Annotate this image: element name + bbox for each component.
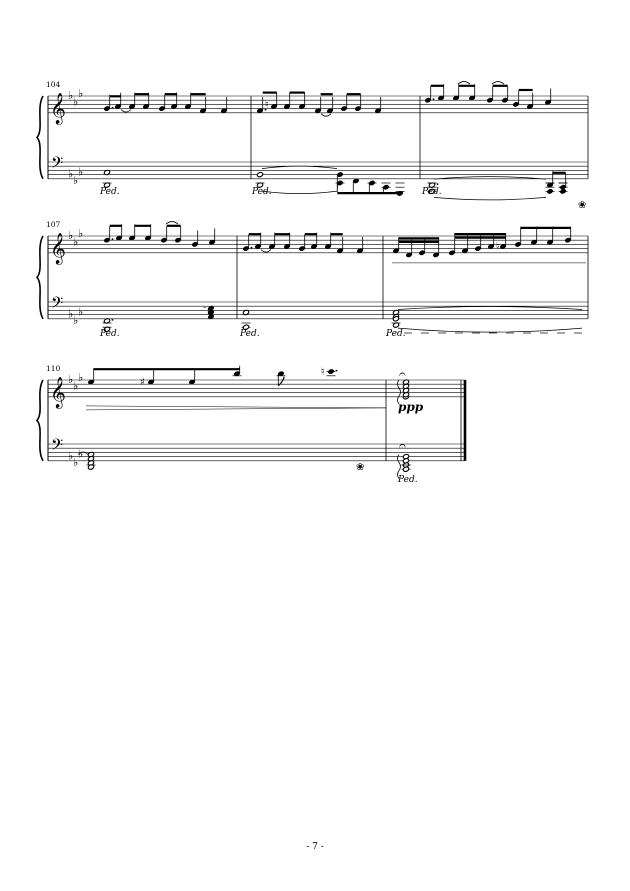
beam: [165, 93, 177, 95]
dot: [112, 319, 114, 321]
beam: [399, 237, 439, 239]
beam: [347, 93, 361, 95]
notehead: [328, 369, 335, 375]
fermata-icon: 𝄐: [399, 366, 406, 381]
flat-icon: ♭: [78, 165, 84, 179]
pedal-marking: Ped.: [100, 187, 120, 197]
dot: [112, 107, 114, 109]
bass-clef-icon: 𝄢: [51, 294, 64, 317]
slur: [398, 307, 582, 310]
tie: [321, 114, 331, 117]
flat-icon: ♭: [68, 89, 74, 102]
flat-icon: ♭: [68, 229, 74, 242]
dynamic-marking: ppp: [398, 399, 424, 414]
tie: [262, 191, 337, 194]
beam: [135, 93, 149, 95]
dot: [433, 98, 435, 100]
beam: [459, 85, 475, 87]
beam-secondary: [399, 241, 439, 243]
treble-clef-icon: 𝄞: [50, 232, 66, 264]
notehead: [257, 172, 264, 178]
flat-icon: ♭: [78, 447, 84, 461]
beam: [553, 172, 566, 174]
tie: [434, 197, 546, 200]
beam: [493, 85, 508, 87]
beam-secondary: [455, 237, 506, 239]
beam: [191, 93, 206, 95]
flat-icon: ♭: [68, 449, 74, 463]
brace: [37, 236, 43, 319]
slur: [398, 328, 582, 332]
tie: [166, 222, 178, 225]
hairpin-line: [86, 406, 386, 408]
treble-clef-icon: 𝄞: [50, 376, 66, 408]
beam: [275, 233, 290, 235]
hairpin-line: [86, 408, 386, 410]
beam: [519, 89, 533, 91]
beam: [167, 225, 181, 227]
tie: [458, 82, 470, 85]
beam: [290, 92, 305, 94]
page-number: - 7 -: [306, 842, 324, 852]
beam: [305, 233, 317, 235]
pedal-marking: Ped.: [386, 329, 406, 339]
flat-icon: ♭: [78, 86, 84, 100]
dot: [112, 238, 114, 240]
dot: [336, 370, 338, 372]
treble-clef-icon: 𝄞: [50, 92, 66, 124]
sharp-icon: ♯: [140, 377, 145, 389]
beam: [455, 233, 506, 235]
accent-icon: –: [203, 303, 207, 312]
notehead: [547, 188, 554, 194]
beam: [431, 85, 444, 87]
natural-icon: ♮: [265, 99, 269, 111]
flat-icon: ♭: [68, 373, 74, 386]
pedal-marking: Ped.: [252, 187, 272, 197]
pedal-marking: Ped.: [100, 329, 120, 339]
fermata-icon: 𝄐: [399, 438, 406, 453]
beam: [110, 225, 122, 227]
measure-number: 110: [46, 364, 61, 373]
beam: [337, 192, 398, 194]
flat-icon: ♭: [68, 167, 74, 181]
flat-icon: ♭: [73, 379, 79, 393]
flat-icon: ♭: [73, 173, 79, 187]
system-2: [37, 220, 588, 339]
beam: [135, 225, 151, 227]
measure-number: 104: [46, 80, 61, 89]
flat-icon: ♭: [78, 370, 84, 384]
tie: [492, 82, 504, 85]
flat-icon: ♭: [73, 455, 79, 469]
brace: [37, 96, 43, 179]
pedal-marking: Ped.: [398, 475, 418, 485]
beam: [331, 233, 343, 235]
beam: [321, 93, 333, 95]
system-3: [37, 364, 465, 485]
beam: [94, 368, 240, 370]
pedal-marking: Ped.: [422, 187, 442, 197]
dot: [437, 183, 439, 185]
flat-icon: ♭: [68, 307, 74, 321]
bass-clef-icon: 𝄢: [51, 154, 64, 177]
release-star-icon: ❀: [356, 462, 365, 473]
flat-icon: ♭: [73, 313, 79, 327]
flat-icon: ♭: [73, 235, 79, 249]
tie: [261, 250, 271, 253]
beam: [249, 233, 261, 235]
bass-clef-icon: 𝄢: [51, 436, 64, 459]
measure-number: 107: [46, 220, 61, 229]
flat-icon: ♭: [73, 95, 79, 109]
flat-icon: ♭: [78, 226, 84, 240]
release-star-icon: ❀: [578, 200, 587, 211]
pedal-marking: Ped.: [240, 329, 260, 339]
notehead: [560, 188, 567, 194]
natural-icon: ♮: [496, 241, 500, 253]
system-1: [37, 80, 588, 211]
beam: [263, 92, 277, 94]
beam: [521, 227, 571, 229]
brace: [37, 380, 43, 461]
natural-icon: ♮: [321, 366, 325, 378]
flat-icon: ♭: [78, 305, 84, 319]
beam: [110, 95, 121, 97]
tie: [121, 110, 131, 113]
dot: [251, 247, 253, 249]
